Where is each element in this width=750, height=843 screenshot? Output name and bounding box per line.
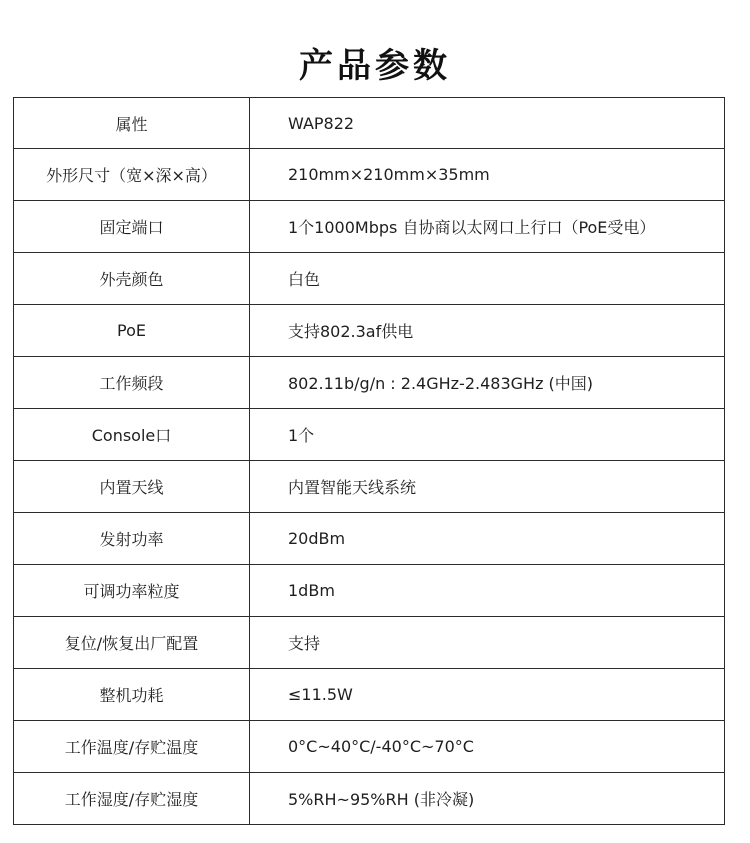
table-row	[14, 253, 725, 305]
attr-cell: 整机功耗	[14, 669, 250, 721]
value-cell: 20dBm	[250, 513, 725, 565]
attr-cell: PoE	[14, 305, 250, 357]
table-row	[14, 721, 725, 773]
table-row	[14, 669, 725, 721]
value-cell: 1个	[250, 409, 725, 461]
page-title: 产品参数	[299, 46, 451, 86]
table-row	[14, 461, 725, 513]
value-cell: 5%RH~95%RH (非冷凝)	[250, 773, 725, 825]
table-row	[14, 773, 725, 825]
table-row	[14, 201, 725, 253]
attr-cell: 发射功率	[14, 513, 250, 565]
spec-table	[13, 97, 725, 825]
attr-cell: 工作湿度/存贮湿度	[14, 773, 250, 825]
table-row	[14, 565, 725, 617]
attr-cell: 工作频段	[14, 357, 250, 409]
attr-cell: Console口	[14, 409, 250, 461]
value-cell: 0°C~40°C/-40°C~70°C	[250, 721, 725, 773]
value-cell: 支持802.3af供电	[250, 305, 725, 357]
table-row	[14, 409, 725, 461]
value-cell: WAP822	[250, 98, 725, 149]
value-cell: 支持	[250, 617, 725, 669]
attr-cell: 外壳颜色	[14, 253, 250, 305]
attr-cell: 工作温度/存贮温度	[14, 721, 250, 773]
table-row	[14, 513, 725, 565]
table-row	[14, 617, 725, 669]
table-row	[14, 305, 725, 357]
value-cell: 内置智能天线系统	[250, 461, 725, 513]
value-cell: 210mm×210mm×35mm	[250, 149, 725, 201]
table-row	[14, 98, 725, 149]
value-cell: 白色	[250, 253, 725, 305]
value-cell: 1dBm	[250, 565, 725, 617]
attr-cell: 外形尺寸（宽×深×高）	[14, 149, 250, 201]
value-cell: 802.11b/g/n : 2.4GHz-2.483GHz (中国)	[250, 357, 725, 409]
attr-cell: 复位/恢复出厂配置	[14, 617, 250, 669]
value-cell: 1个1000Mbps 自协商以太网口上行口（PoE受电）	[250, 201, 725, 253]
attr-cell: 固定端口	[14, 201, 250, 253]
attr-cell: 内置天线	[14, 461, 250, 513]
value-cell: ≤11.5W	[250, 669, 725, 721]
attr-cell: 可调功率粒度	[14, 565, 250, 617]
attr-cell: 属性	[14, 98, 250, 149]
table-row	[14, 357, 725, 409]
table-row	[14, 149, 725, 201]
